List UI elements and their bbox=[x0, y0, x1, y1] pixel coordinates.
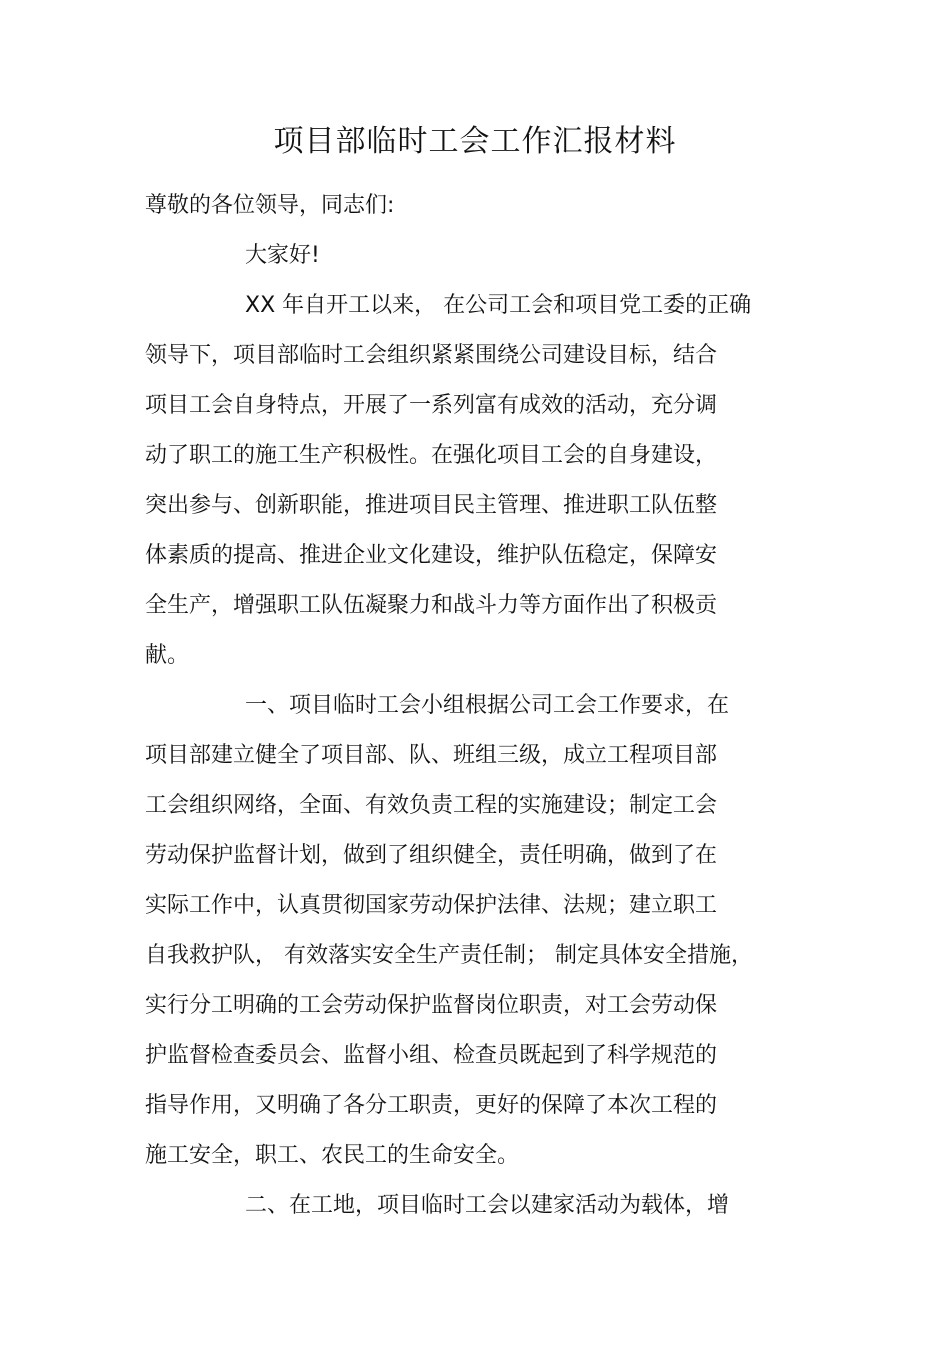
paragraph-line: 体素质的提高、推进企业文化建设，维护队伍稳定，保障安 bbox=[145, 543, 718, 568]
paragraph-line: 项目工会自身特点，开展了一系列富有成效的活动，充分调 bbox=[145, 393, 718, 418]
paragraph-line: 实行分工明确的工会劳动保护监督岗位职责，对工会劳动保 bbox=[145, 993, 718, 1018]
greeting-line: 大家好! bbox=[245, 243, 320, 268]
paragraph-line: 施工安全，职工、农民工的生命安全。 bbox=[145, 1143, 520, 1168]
paragraph-line: 指导作用，又明确了各分工职责，更好的保障了本次工程的 bbox=[145, 1093, 718, 1118]
paragraph-line: 突出参与、创新职能，推进项目民主管理、推进职工队伍整 bbox=[145, 493, 718, 518]
salutation-line: 尊敬的各位领导，同志们: bbox=[145, 193, 395, 218]
document-title: 项目部临时工会工作汇报材料 bbox=[273, 124, 677, 159]
paragraph-line: 领导下，项目部临时工会组织紧紧围绕公司建设目标，结合 bbox=[145, 343, 718, 368]
paragraph-line: 护监督检查委员会、监督小组、检查员既起到了科学规范的 bbox=[145, 1043, 718, 1068]
paragraph-line: 全生产，增强职工队伍凝聚力和战斗力等方面作出了积极贡 bbox=[145, 593, 718, 618]
paragraph-line: 二、在工地，项目临时工会以建家活动为载体，增 bbox=[245, 1193, 730, 1218]
paragraph-line: 自我救护队， 有效落实安全生产责任制； 制定具体安全措施， bbox=[145, 943, 753, 968]
paragraph-line: XX 年自开工以来， 在公司工会和项目党工委的正确 bbox=[245, 293, 752, 318]
paragraph-line: 一、项目临时工会小组根据公司工会工作要求，在 bbox=[245, 693, 730, 718]
paragraph-line: 动了职工的施工生产积极性。在强化项目工会的自身建设， bbox=[145, 443, 718, 468]
paragraph-line: 项目部建立健全了项目部、队、班组三级，成立工程项目部 bbox=[145, 743, 718, 768]
paragraph-line: 实际工作中，认真贯彻国家劳动保护法律、法规；建立职工 bbox=[145, 893, 718, 918]
paragraph-line: 劳动保护监督计划，做到了组织健全，责任明确，做到了在 bbox=[145, 843, 718, 868]
paragraph-line: 工会组织网络，全面、有效负责工程的实施建设；制定工会 bbox=[145, 793, 718, 818]
paragraph-line: 献。 bbox=[145, 643, 190, 668]
